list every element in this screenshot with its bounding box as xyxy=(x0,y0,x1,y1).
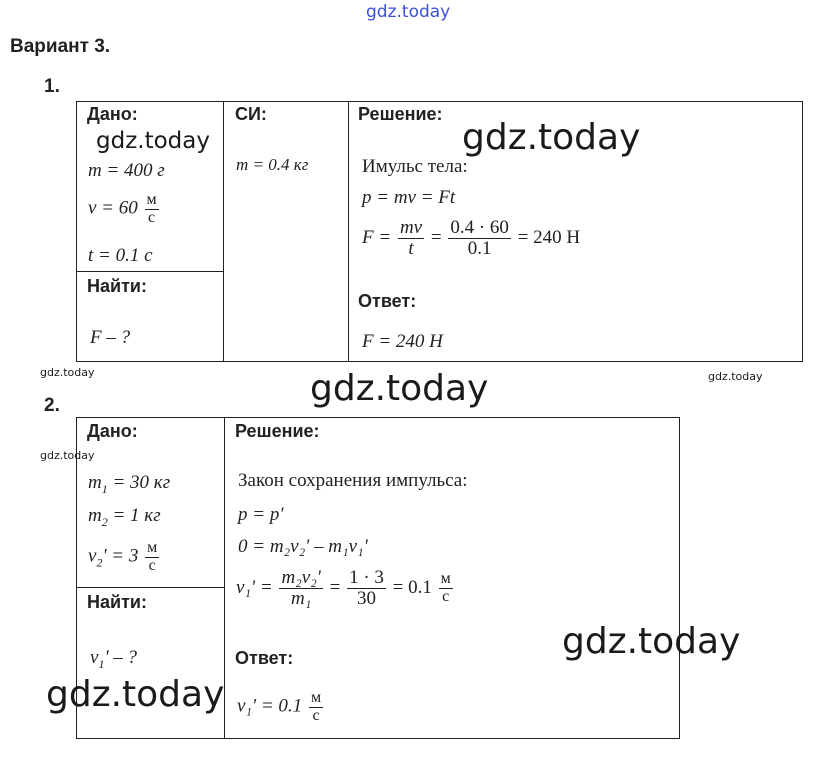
task1-solution-line2: p = mv = Ft xyxy=(362,187,456,208)
task1-find-header: Найти: xyxy=(87,276,147,296)
task1-solution-header: Решение: xyxy=(358,104,443,124)
watermark-1: gdz.today xyxy=(96,128,210,154)
task1-si-m: m = 0.4 кг xyxy=(236,155,309,174)
task2-given-v2: $v_2' = 3$ $\frac{м}{с}$ xyxy=(88,539,158,574)
task1-solution-line1: Имульс тела: xyxy=(362,156,468,177)
task2-given-m1: $m_1 = 30$ кг xyxy=(88,472,171,496)
task2-answer-header: Ответ: xyxy=(235,648,294,668)
watermark-2: gdz.today xyxy=(462,117,641,158)
task2-number: 2. xyxy=(44,395,60,416)
watermark-8: gdz.today xyxy=(46,674,225,715)
task1-number: 1. xyxy=(44,76,60,97)
watermark-7: gdz.today xyxy=(562,621,741,662)
task1-si-header: СИ: xyxy=(235,104,267,124)
task1-given-v xyxy=(88,192,161,227)
task1-given-t: t = 0.1 с xyxy=(88,245,153,266)
task2-answer: v₁' = 0.1 $\frac{м}{с}$ xyxy=(237,689,322,724)
watermark-4: gdz.today xyxy=(708,370,763,383)
task1-given-v-unit: $\frac{м}{с}$ xyxy=(146,191,157,226)
watermark-top: gdz.today xyxy=(366,2,451,22)
task2-solution-line3: 0 = m₂v₂' – m₁v₁' xyxy=(238,536,368,557)
task2-given-m2: $m_2 = 1$ кг xyxy=(88,505,161,529)
task1-given-v-label: v = 60 xyxy=(88,197,138,219)
watermark-6: gdz.today xyxy=(40,449,95,462)
task2-solution-header: Решение: xyxy=(235,421,320,441)
task2-solution-line1: Закон сохранения импульса: xyxy=(238,470,468,491)
task2-find: $v_1'$ – ? xyxy=(90,647,138,671)
task1-find: F – ? xyxy=(90,327,131,348)
watermark-3: gdz.today xyxy=(40,366,95,379)
task1-answer: F = 240 Н xyxy=(362,331,443,352)
variant-title: Вариант 3. xyxy=(10,36,111,57)
task2-solution-formula: v₁' = $\frac{\text{m₂v₂'}}{\text{m₁}}$ = $\frac{1 \cdot 3}{30}$ = 0.1 $\frac{м}{с}$ xyxy=(236,567,451,609)
task1-given-header: Дано: xyxy=(87,104,138,124)
task1-given-m: m = 400 г xyxy=(88,160,165,181)
task1-answer-header: Ответ: xyxy=(358,291,417,311)
task1-solution-formula: F = $\frac{mv}{t}$ = $\frac{0.4 \cdot 60}{0.1}$ = 240 Н xyxy=(362,217,581,259)
task2-solution-line2: p = p' xyxy=(238,504,284,525)
watermark-5: gdz.today xyxy=(310,368,489,409)
task2-given-header: Дано: xyxy=(87,421,138,441)
task2-find-header: Найти: xyxy=(87,592,147,612)
